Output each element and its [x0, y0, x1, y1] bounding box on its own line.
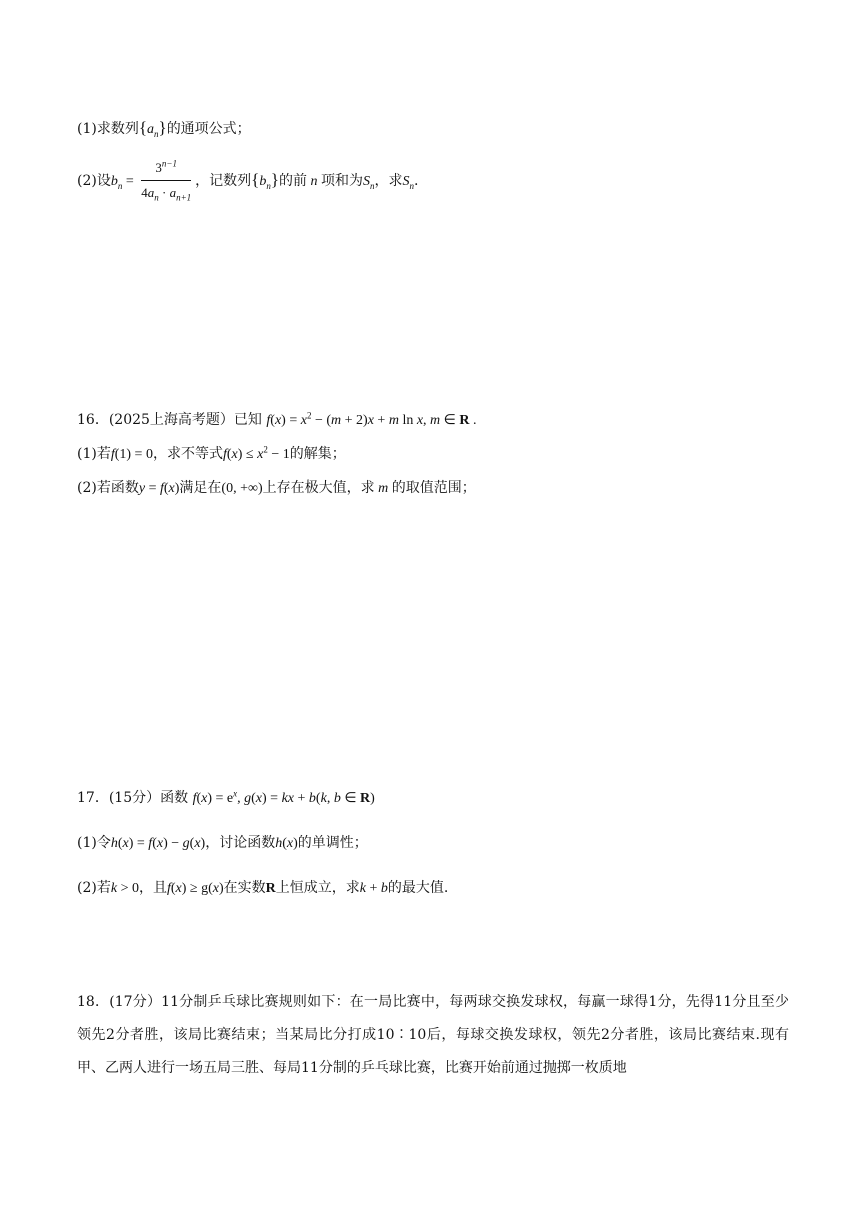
q18-stem: 18．(17分）11分制乒乓球比赛规则如下：在一局比赛中，每两球交换发球权，每赢一球得1分，先得11分且至少领先2分者胜，该局比赛结束；当某局比分打成10∶10后，每球交换发球权，领先2分者胜，该局比赛结束.现有甲、乙两人进行一场五局三胜、每局11分制的乒乓球比赛，比赛开始前通过抛掷一枚质地: [77, 994, 789, 1076]
q17-part1: (1)令h(x) = f(x) − g(x)，讨论函数h(x)的单调性；: [77, 835, 368, 851]
q15-part1: (1)求数列$\{a_n\}$的通项公式；: [77, 118, 251, 139]
q16-part1: (1)若f(1) = 0，求不等式$f(x) \le x^2 - 1$的解集；: [77, 444, 346, 462]
q15-part2: (2)设$b_n$ = $\frac{3^{n-1}}{4a_n \cdot a_{n+1}}$ ，记数列$\{b_n\}$的前 n 项和为$S_n$，求$S_n$.: [77, 158, 419, 203]
q17-stem: 17．(15分）函数 $f(x) = e^x$, g(x) = kx + b(k, b ∈ R): [77, 788, 375, 806]
q17-part2: (2)若k > 0，且f(x) ≥ g(x)在实数R上恒成立，求k + b的最大值.: [77, 880, 449, 896]
q16-part2: (2)若函数y = f(x)满足在(0, +∞)上存在极大值，求 m 的取值范围；: [77, 480, 476, 496]
q16-stem: 16．(2025上海高考题）已知 $f(x) = x^2 - (m + 2)x + m$ ln x, m ∈ R .: [77, 410, 477, 428]
fraction: $\frac{3^{n-1}}{4a_n \cdot a_{n+1}}$: [141, 158, 192, 203]
